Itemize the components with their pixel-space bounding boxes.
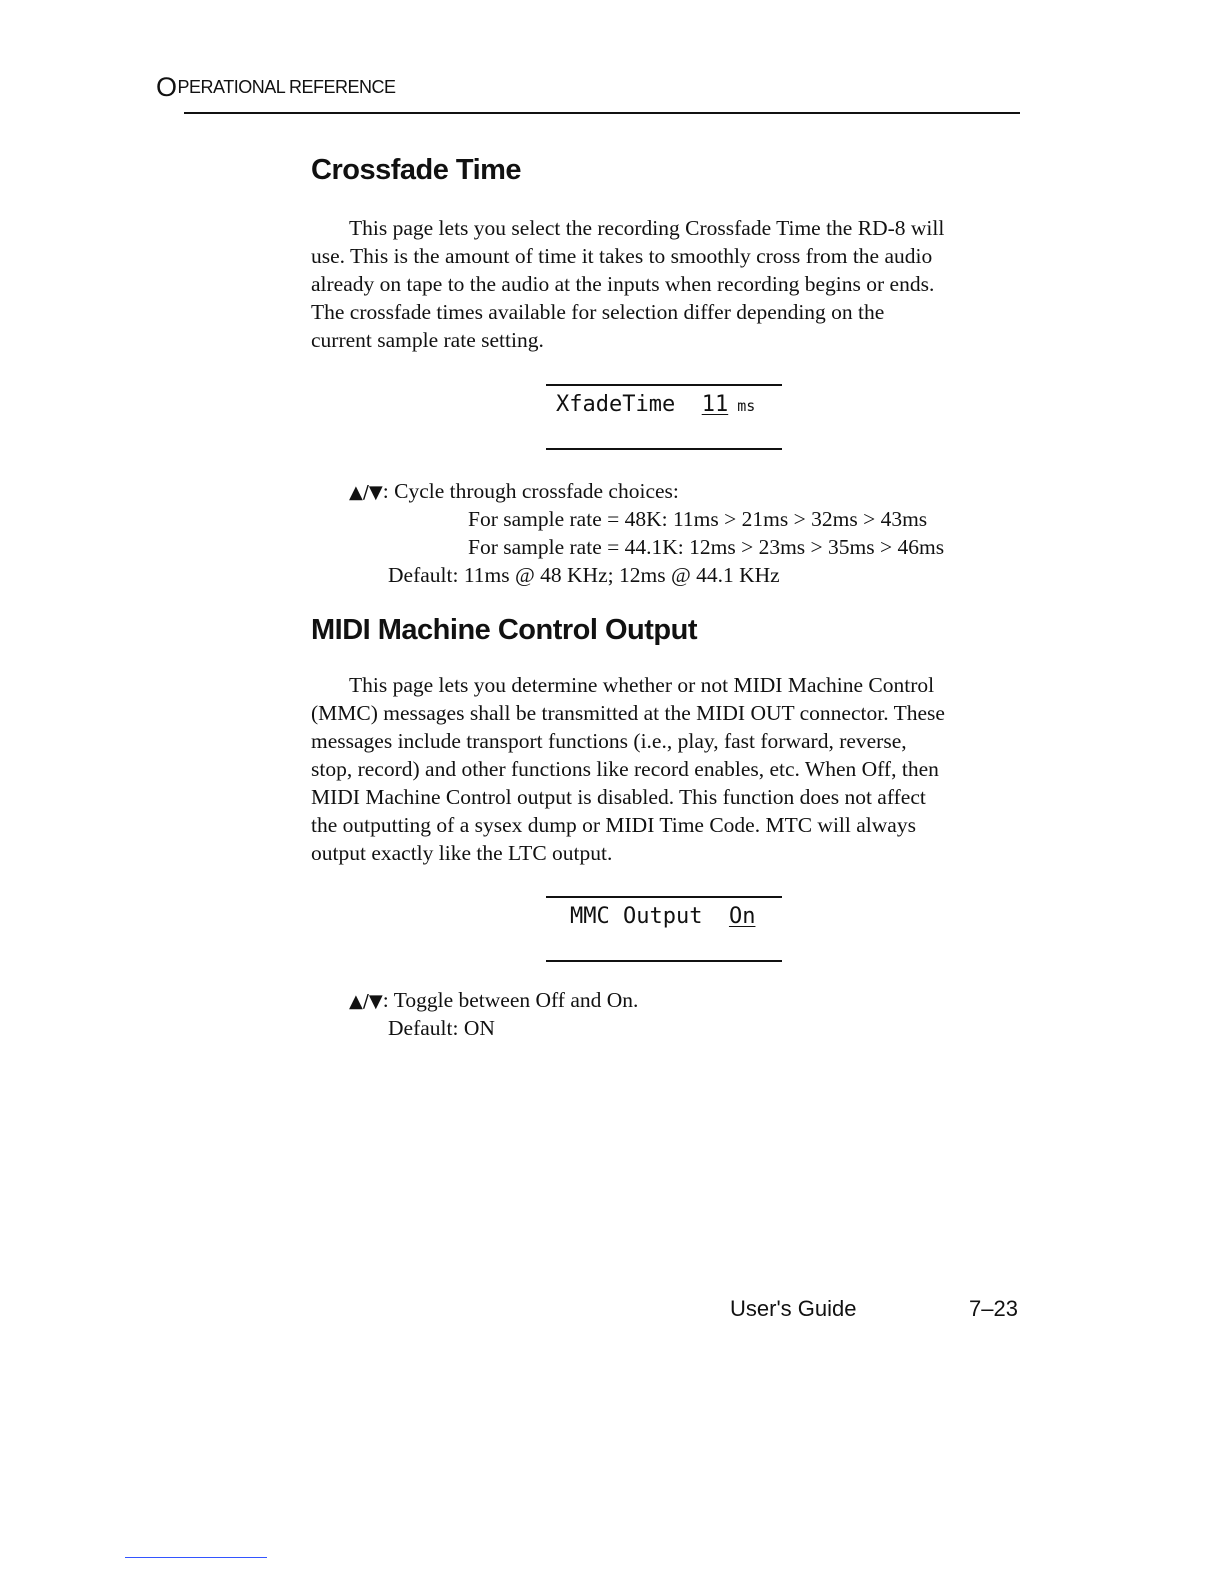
paragraph-line: already on tape to the audio at the inputs when recording begins or ends. (311, 272, 935, 296)
paragraph-line: messages include transport functions (i.e., play, fast forward, reverse, (311, 729, 907, 753)
lcd-value: On (728, 904, 756, 929)
header-initial: O (156, 72, 177, 102)
lcd-top-rule (546, 896, 782, 898)
rate-441k-choices: For sample rate = 44.1K: 12ms > 23ms > 35ms > 46ms (468, 535, 945, 559)
lcd-unit: ms (728, 397, 756, 415)
paragraph-line: The crossfade times available for selection differ depending on the (311, 300, 885, 324)
scan-edge-mark (125, 1557, 267, 1558)
lcd-label: MMC Output (570, 904, 729, 929)
crossfade-heading: Crossfade Time (311, 154, 522, 186)
lcd-top-rule (546, 384, 782, 386)
crossfade-default: Default: 11ms @ 48 KHz; 12ms @ 44.1 KHz (388, 563, 780, 587)
rate-48k-choices: For sample rate = 48K: 11ms > 21ms > 32ms > 43ms (468, 507, 928, 531)
paragraph-line: current sample rate setting. (311, 328, 544, 352)
paragraph-line: output exactly like the LTC output. (311, 841, 613, 865)
lcd-bottom-rule (546, 960, 782, 962)
up-down-arrows-icon: ▲/▼ (349, 991, 383, 1012)
header-rest: PERATIONAL REFERENCE (177, 77, 396, 97)
up-down-arrows-icon: ▲/▼ (349, 482, 383, 503)
paragraph-line: MIDI Machine Control output is disabled. This function does not affect (311, 785, 926, 809)
xfade-lcd-display (546, 384, 782, 450)
instruction-text: : Toggle between Off and On. (382, 988, 639, 1012)
crossfade-instruction (349, 477, 679, 507)
instruction-text: : Cycle through crossfade choices: (382, 479, 679, 503)
crossfade-paragraph (311, 214, 1031, 354)
header-rule (184, 112, 1020, 114)
lcd-readout (570, 904, 755, 929)
page-header (156, 72, 1020, 102)
paragraph-line: This page lets you select the recording Crossfade Time the RD-8 will (349, 216, 945, 240)
mmc-paragraph (311, 671, 1031, 867)
mmc-instruction (349, 986, 638, 1016)
footer-page-number: 7–23 (969, 1296, 1018, 1321)
footer-guide-title: User's Guide (730, 1296, 857, 1321)
paragraph-line: stop, record) and other functions like record enables, etc. When Off, then (311, 757, 939, 781)
mmc-lcd-display (546, 896, 782, 962)
paragraph-line: use. This is the amount of time it takes to smoothly cross from the audio (311, 244, 933, 268)
paragraph-line: the outputting of a sysex dump or MIDI Time Code. MTC will always (311, 813, 916, 837)
lcd-bottom-rule (546, 448, 782, 450)
header-title (156, 72, 396, 102)
paragraph-line: This page lets you determine whether or not MIDI Machine Control (349, 673, 935, 697)
mmc-default: Default: ON (388, 1016, 495, 1040)
lcd-label: XfadeTime (556, 392, 702, 417)
paragraph-line: (MMC) messages shall be transmitted at the MIDI OUT connector. These (311, 701, 945, 725)
mmc-heading: MIDI Machine Control Output (311, 614, 698, 646)
lcd-readout (556, 392, 755, 417)
lcd-value: 11 (701, 392, 729, 417)
